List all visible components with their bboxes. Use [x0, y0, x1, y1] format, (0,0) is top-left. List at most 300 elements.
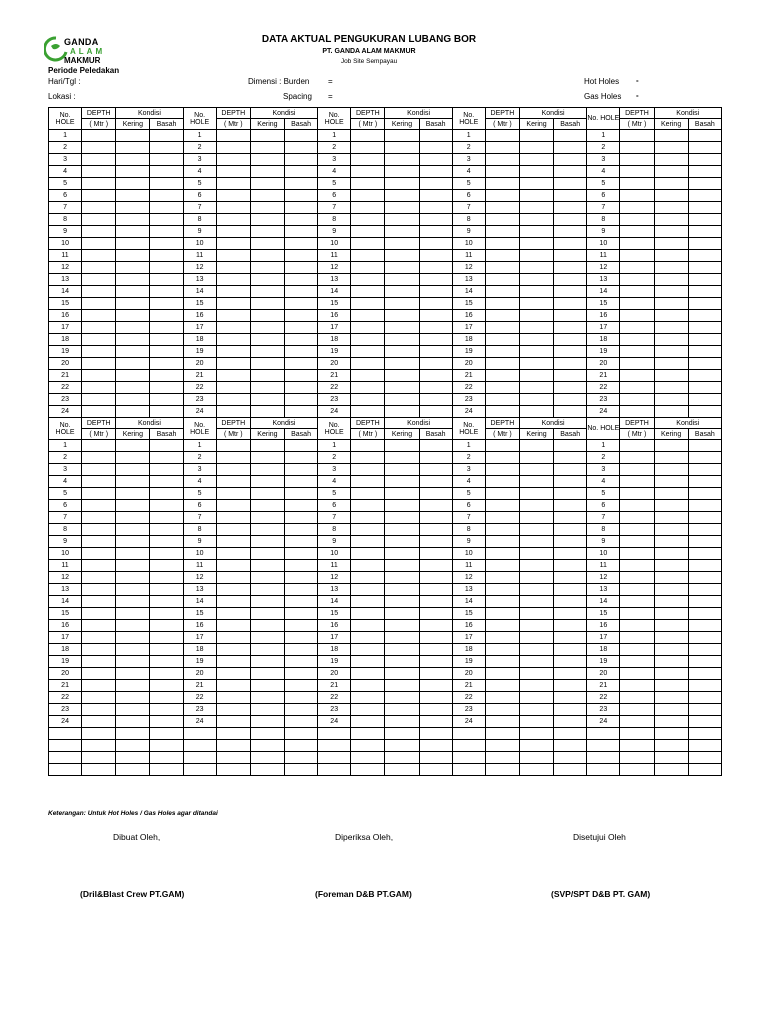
hole-number: 18 — [587, 644, 620, 656]
kering-cell — [250, 310, 284, 322]
kering-cell — [519, 764, 553, 776]
kering-cell — [250, 716, 284, 728]
spacing-label: Spacing — [283, 92, 312, 101]
depth-cell — [620, 346, 654, 358]
basah-cell — [688, 644, 721, 656]
table-row — [49, 692, 722, 704]
kering-cell — [116, 262, 150, 274]
kering-cell — [654, 644, 688, 656]
table-row — [49, 382, 722, 394]
basah-cell — [284, 716, 317, 728]
basah-cell — [150, 536, 183, 548]
hole-number — [452, 764, 485, 776]
depth-cell — [351, 704, 385, 716]
basah-cell — [284, 178, 317, 190]
basah-cell — [419, 394, 452, 406]
hole-number: 9 — [452, 226, 485, 238]
hole-number: 5 — [452, 178, 485, 190]
depth-cell — [620, 382, 654, 394]
basah-cell — [150, 668, 183, 680]
table-row — [49, 226, 722, 238]
depth-cell — [620, 298, 654, 310]
depth-cell — [351, 608, 385, 620]
hole-number: 21 — [183, 370, 216, 382]
table-row — [49, 370, 722, 382]
basah-cell — [419, 572, 452, 584]
kering-cell — [654, 166, 688, 178]
kering-cell — [654, 298, 688, 310]
depth-cell — [82, 310, 116, 322]
hole-number: 10 — [49, 548, 82, 560]
hole-number: 24 — [49, 406, 82, 418]
header-kering: Kering — [519, 119, 553, 130]
kering-cell — [385, 440, 419, 452]
hole-number: 13 — [183, 274, 216, 286]
header-hole: HOLE — [55, 428, 75, 436]
hole-number: 12 — [49, 262, 82, 274]
depth-cell — [216, 130, 250, 142]
basah-cell — [150, 370, 183, 382]
header-hole: HOLE — [459, 118, 479, 126]
hole-number: 3 — [183, 464, 216, 476]
basah-cell — [284, 274, 317, 286]
basah-cell — [554, 406, 587, 418]
depth-cell — [82, 572, 116, 584]
hole-number: 4 — [49, 166, 82, 178]
hole-number: 6 — [49, 500, 82, 512]
depth-cell — [216, 358, 250, 370]
basah-cell — [554, 274, 587, 286]
hole-number: 13 — [49, 274, 82, 286]
header-no-hole — [318, 418, 351, 440]
hole-number: 24 — [452, 406, 485, 418]
hole-number: 9 — [49, 536, 82, 548]
basah-cell — [688, 358, 721, 370]
header-basah: Basah — [419, 119, 452, 130]
header-kondisi: Kondisi — [250, 108, 317, 119]
kering-cell — [250, 382, 284, 394]
depth-cell — [216, 716, 250, 728]
depth-cell — [82, 704, 116, 716]
kering-cell — [654, 680, 688, 692]
depth-cell — [485, 632, 519, 644]
basah-cell — [150, 238, 183, 250]
hole-number: 20 — [183, 668, 216, 680]
kering-cell — [385, 524, 419, 536]
depth-cell — [82, 452, 116, 464]
basah-cell — [688, 440, 721, 452]
header-no: No. — [328, 421, 340, 429]
header-no-hole — [49, 418, 82, 440]
basah-cell — [150, 166, 183, 178]
header-kondisi: Kondisi — [116, 418, 183, 429]
basah-cell — [419, 464, 452, 476]
depth-cell — [485, 596, 519, 608]
kering-cell — [519, 250, 553, 262]
kering-cell — [250, 728, 284, 740]
hole-number: 23 — [587, 704, 620, 716]
hole-number: 18 — [183, 334, 216, 346]
basah-cell — [150, 548, 183, 560]
depth-cell — [216, 178, 250, 190]
depth-cell — [82, 548, 116, 560]
depth-cell — [620, 488, 654, 500]
depth-cell — [216, 548, 250, 560]
kering-cell — [250, 680, 284, 692]
depth-cell — [351, 322, 385, 334]
hole-number: 2 — [452, 142, 485, 154]
table-row — [49, 740, 722, 752]
basah-cell — [554, 214, 587, 226]
header-basah: Basah — [284, 119, 317, 130]
kering-cell — [654, 752, 688, 764]
kering-cell — [116, 440, 150, 452]
table-row — [49, 644, 722, 656]
depth-cell — [216, 704, 250, 716]
depth-cell — [82, 512, 116, 524]
depth-cell — [82, 560, 116, 572]
basah-cell — [150, 440, 183, 452]
table-row — [49, 178, 722, 190]
depth-cell — [351, 262, 385, 274]
depth-cell — [82, 322, 116, 334]
depth-cell — [351, 238, 385, 250]
depth-cell — [351, 154, 385, 166]
basah-cell — [554, 608, 587, 620]
depth-cell — [620, 584, 654, 596]
hole-number: 23 — [587, 394, 620, 406]
gas-holes-value: - — [636, 91, 639, 100]
kering-cell — [519, 560, 553, 572]
hole-number: 14 — [318, 286, 351, 298]
depth-cell — [620, 560, 654, 572]
table-row — [49, 680, 722, 692]
depth-cell — [485, 728, 519, 740]
basah-cell — [419, 644, 452, 656]
basah-cell — [419, 692, 452, 704]
basah-cell — [150, 464, 183, 476]
hole-number: 3 — [49, 154, 82, 166]
basah-cell — [150, 298, 183, 310]
depth-cell — [620, 214, 654, 226]
depth-cell — [351, 142, 385, 154]
header-kering: Kering — [385, 429, 419, 440]
hole-number: 23 — [318, 394, 351, 406]
depth-cell — [485, 704, 519, 716]
hole-number: 21 — [452, 680, 485, 692]
depth-cell — [216, 394, 250, 406]
hole-number: 4 — [183, 476, 216, 488]
hole-number: 5 — [49, 488, 82, 500]
basah-cell — [419, 560, 452, 572]
hole-number — [49, 764, 82, 776]
header-no-hole — [183, 418, 216, 440]
hole-number: 2 — [587, 142, 620, 154]
depth-cell — [485, 322, 519, 334]
basah-cell — [688, 512, 721, 524]
hole-number: 9 — [318, 226, 351, 238]
kering-cell — [519, 644, 553, 656]
basah-cell — [688, 214, 721, 226]
basah-cell — [554, 752, 587, 764]
basah-cell — [284, 680, 317, 692]
depth-cell — [216, 728, 250, 740]
hole-number: 22 — [452, 692, 485, 704]
basah-cell — [554, 464, 587, 476]
hole-number: 20 — [183, 358, 216, 370]
basah-cell — [284, 476, 317, 488]
kering-cell — [519, 548, 553, 560]
basah-cell — [688, 464, 721, 476]
header-depth: DEPTH — [485, 108, 519, 119]
hole-number: 9 — [318, 536, 351, 548]
basah-cell — [688, 406, 721, 418]
depth-cell — [82, 488, 116, 500]
hole-number: 15 — [49, 298, 82, 310]
kering-cell — [519, 310, 553, 322]
depth-cell — [351, 524, 385, 536]
kering-cell — [654, 560, 688, 572]
kering-cell — [654, 476, 688, 488]
header-depth: DEPTH — [620, 108, 654, 119]
kering-cell — [654, 656, 688, 668]
depth-cell — [351, 656, 385, 668]
hole-number: 11 — [183, 250, 216, 262]
kering-cell — [519, 440, 553, 452]
depth-cell — [620, 154, 654, 166]
basah-cell — [150, 644, 183, 656]
table-row — [49, 452, 722, 464]
kering-cell — [116, 370, 150, 382]
depth-cell — [351, 488, 385, 500]
hole-number — [318, 740, 351, 752]
header-kondisi: Kondisi — [385, 418, 452, 429]
kering-cell — [250, 286, 284, 298]
table-row — [49, 262, 722, 274]
kering-cell — [519, 740, 553, 752]
basah-cell — [688, 620, 721, 632]
hole-number — [183, 728, 216, 740]
basah-cell — [688, 728, 721, 740]
basah-cell — [284, 202, 317, 214]
hole-number: 6 — [318, 500, 351, 512]
depth-cell — [216, 440, 250, 452]
depth-cell — [216, 476, 250, 488]
hole-number: 12 — [587, 572, 620, 584]
header-no: No. — [328, 111, 340, 119]
basah-cell — [554, 310, 587, 322]
kering-cell — [519, 500, 553, 512]
table-row — [49, 596, 722, 608]
kering-cell — [116, 764, 150, 776]
depth-cell — [351, 358, 385, 370]
table-row — [49, 548, 722, 560]
header-mtr: ( Mtr ) — [351, 429, 385, 440]
signatory-crew: (Dril&Blast Crew PT.GAM) — [80, 889, 185, 899]
hole-number: 10 — [183, 548, 216, 560]
depth-cell — [216, 346, 250, 358]
table-row — [49, 704, 722, 716]
kering-cell — [519, 464, 553, 476]
depth-cell — [351, 406, 385, 418]
kering-cell — [385, 298, 419, 310]
depth-cell — [216, 452, 250, 464]
hole-number: 1 — [49, 130, 82, 142]
depth-cell — [216, 572, 250, 584]
depth-cell — [485, 142, 519, 154]
basah-cell — [150, 584, 183, 596]
depth-cell — [82, 764, 116, 776]
depth-cell — [216, 560, 250, 572]
hole-number — [587, 740, 620, 752]
table-row — [49, 202, 722, 214]
depth-cell — [485, 202, 519, 214]
basah-cell — [284, 536, 317, 548]
table-row — [49, 322, 722, 334]
basah-cell — [284, 250, 317, 262]
hole-number: 16 — [587, 620, 620, 632]
kering-cell — [385, 704, 419, 716]
basah-cell — [284, 370, 317, 382]
hole-number: 14 — [587, 286, 620, 298]
kering-cell — [654, 226, 688, 238]
depth-cell — [620, 274, 654, 286]
hole-number — [587, 728, 620, 740]
kering-cell — [385, 370, 419, 382]
kering-cell — [250, 740, 284, 752]
basah-cell — [150, 190, 183, 202]
basah-cell — [419, 226, 452, 238]
basah-cell — [688, 752, 721, 764]
hole-number: 1 — [49, 440, 82, 452]
header-depth: DEPTH — [351, 418, 385, 429]
basah-cell — [284, 310, 317, 322]
basah-cell — [284, 488, 317, 500]
basah-cell — [688, 322, 721, 334]
depth-cell — [82, 142, 116, 154]
hole-number: 21 — [587, 370, 620, 382]
kering-cell — [519, 728, 553, 740]
basah-cell — [419, 596, 452, 608]
hole-number: 22 — [587, 382, 620, 394]
kering-cell — [250, 560, 284, 572]
basah-cell — [150, 560, 183, 572]
table-row — [49, 142, 722, 154]
depth-cell — [82, 620, 116, 632]
kering-cell — [519, 190, 553, 202]
hole-number: 7 — [587, 512, 620, 524]
depth-cell — [485, 406, 519, 418]
kering-cell — [385, 202, 419, 214]
kering-cell — [519, 620, 553, 632]
depth-cell — [82, 202, 116, 214]
depth-cell — [351, 680, 385, 692]
kering-cell — [385, 130, 419, 142]
hole-number: 24 — [587, 716, 620, 728]
kering-cell — [116, 274, 150, 286]
depth-cell — [351, 334, 385, 346]
kering-cell — [519, 202, 553, 214]
kering-cell — [116, 142, 150, 154]
lokasi-label: Lokasi : — [48, 92, 76, 101]
basah-cell — [688, 560, 721, 572]
kering-cell — [116, 154, 150, 166]
hole-number: 3 — [452, 154, 485, 166]
basah-cell — [554, 536, 587, 548]
basah-cell — [688, 346, 721, 358]
header-no-hole: No. HOLE — [587, 108, 620, 130]
kering-cell — [385, 452, 419, 464]
basah-cell — [554, 584, 587, 596]
hole-number — [452, 740, 485, 752]
kering-cell — [116, 632, 150, 644]
hole-number: 23 — [452, 394, 485, 406]
depth-cell — [82, 752, 116, 764]
depth-cell — [485, 358, 519, 370]
kering-cell — [116, 572, 150, 584]
hole-number: 5 — [587, 178, 620, 190]
depth-cell — [82, 214, 116, 226]
basah-cell — [554, 394, 587, 406]
depth-cell — [620, 764, 654, 776]
depth-cell — [216, 406, 250, 418]
hole-number: 23 — [49, 704, 82, 716]
kering-cell — [116, 644, 150, 656]
depth-cell — [351, 692, 385, 704]
hole-number: 7 — [318, 512, 351, 524]
kering-cell — [654, 238, 688, 250]
kering-cell — [116, 286, 150, 298]
depth-cell — [216, 310, 250, 322]
kering-cell — [116, 704, 150, 716]
kering-cell — [385, 262, 419, 274]
hole-number: 1 — [183, 440, 216, 452]
basah-cell — [688, 452, 721, 464]
basah-cell — [150, 752, 183, 764]
kering-cell — [654, 572, 688, 584]
depth-cell — [485, 560, 519, 572]
basah-cell — [150, 310, 183, 322]
kering-cell — [250, 632, 284, 644]
basah-cell — [150, 346, 183, 358]
kering-cell — [519, 262, 553, 274]
hole-number — [49, 740, 82, 752]
depth-cell — [485, 298, 519, 310]
basah-cell — [284, 752, 317, 764]
hole-number: 5 — [318, 178, 351, 190]
basah-cell — [554, 632, 587, 644]
hole-number — [318, 728, 351, 740]
burden-label: Dimensi : Burden — [248, 77, 310, 86]
table-row — [49, 346, 722, 358]
kering-cell — [385, 536, 419, 548]
basah-cell — [419, 250, 452, 262]
header-depth: DEPTH — [82, 108, 116, 119]
kering-cell — [250, 202, 284, 214]
burden-equals: = — [328, 77, 333, 86]
kering-cell — [654, 740, 688, 752]
depth-cell — [485, 286, 519, 298]
kering-cell — [116, 740, 150, 752]
depth-cell — [485, 452, 519, 464]
basah-cell — [419, 406, 452, 418]
table-row — [49, 298, 722, 310]
kering-cell — [385, 166, 419, 178]
basah-cell — [554, 680, 587, 692]
header-depth: DEPTH — [82, 418, 116, 429]
kering-cell — [519, 716, 553, 728]
basah-cell — [554, 512, 587, 524]
